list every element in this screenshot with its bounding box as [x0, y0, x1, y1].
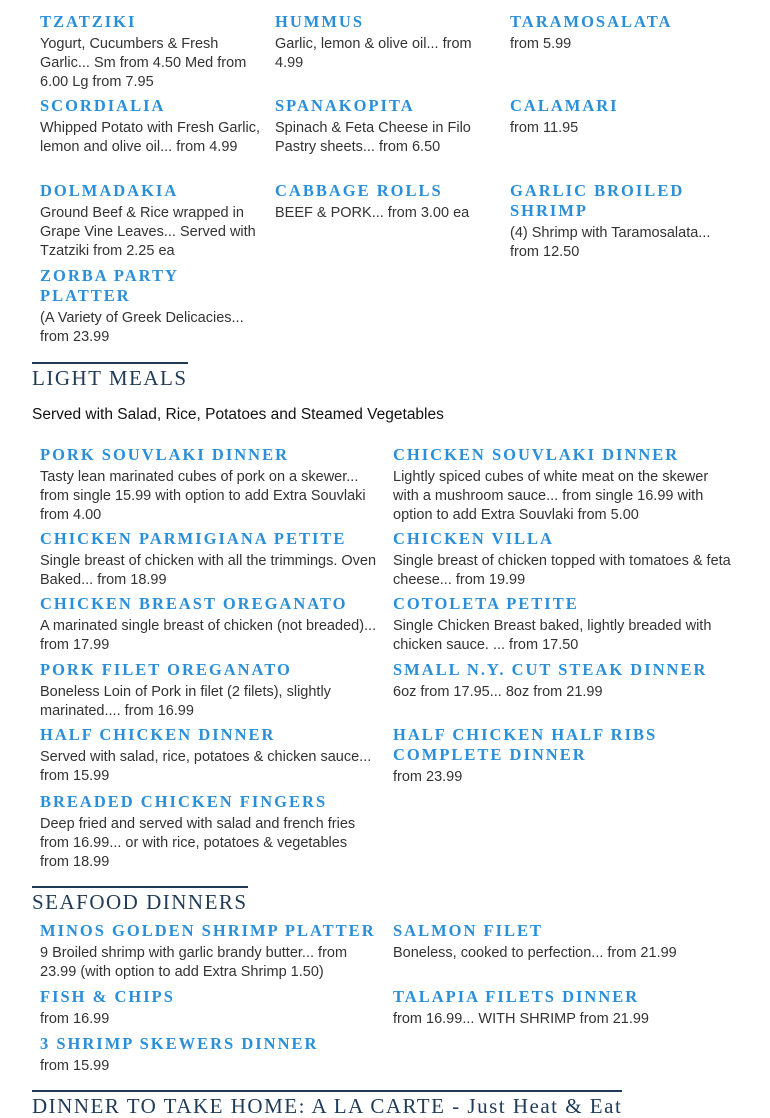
item-name: CHICKEN PARMIGIANA PETITE — [40, 529, 347, 548]
item-desc: Served with salad, rice, potatoes & chicken sauce... from 15.99 — [40, 749, 372, 784]
item-name: TARAMOSALATA — [510, 12, 673, 31]
menu-item — [510, 96, 732, 138]
item-desc: Whipped Potato with Fresh Garlic, lemon and olive oil... from 4.99 — [40, 120, 261, 155]
menu-item — [393, 529, 733, 590]
item-name: BREADED CHICKEN FINGERS — [40, 792, 328, 811]
item-name: MINOS GOLDEN SHRIMP PLATTER — [40, 921, 376, 940]
item-desc: Ground Beef & Rice wrapped in Grape Vine Leaves... Served with Tzatziki from 2.25 ea — [40, 205, 256, 259]
item-name: COTOLETA PETITE — [393, 594, 579, 613]
item-desc: Spinach & Feta Cheese in Filo Pastry sheets... from 6.50 — [275, 120, 471, 155]
menu-item — [40, 725, 380, 786]
item-desc: Boneless Loin of Pork in filet (2 filets), slightly marinated.... from 16.99 — [40, 684, 331, 719]
menu-item — [393, 725, 733, 787]
menu-item — [393, 594, 733, 655]
menu-item — [40, 594, 380, 655]
item-desc: from 5.99 — [510, 36, 572, 52]
item-desc: Single breast of chicken topped with tomatoes & feta cheese... from 19.99 — [393, 553, 731, 588]
item-desc: BEEF & PORK... from 3.00 ea — [275, 205, 470, 221]
item-desc: from 23.99 — [393, 769, 463, 785]
menu-item — [275, 12, 497, 73]
menu-item — [40, 181, 262, 260]
menu-item — [393, 987, 733, 1029]
item-name: GARLIC BROILED SHRIMP — [510, 181, 685, 220]
item-desc: (4) Shrimp with Taramosalata... from 12.50 — [510, 225, 711, 260]
item-name: ZORBA PARTY PLATTER — [40, 266, 179, 305]
item-name: CHICKEN VILLA — [393, 529, 554, 548]
item-desc: 9 Broiled shrimp with garlic brandy butter... from 23.99 (with option to add Extra Shrimp 1.50) — [40, 945, 348, 980]
menu-item — [40, 921, 380, 982]
item-name: HALF CHICKEN HALF RIBS COMPLETE DINNER — [393, 725, 658, 764]
menu-item — [40, 266, 262, 347]
item-name: HUMMUS — [275, 12, 364, 31]
item-name: TALAPIA FILETS DINNER — [393, 987, 640, 1006]
item-name: CHICKEN SOUVLAKI DINNER — [393, 445, 680, 464]
item-desc: from 15.99 — [40, 1058, 110, 1074]
item-desc: from 11.95 — [510, 120, 579, 136]
item-name: SPANAKOPITA — [275, 96, 415, 115]
item-name: CHICKEN BREAST OREGANATO — [40, 594, 348, 613]
menu-item — [393, 921, 733, 963]
menu-item — [510, 181, 735, 262]
item-desc: Single breast of chicken with all the trimmings. Oven Baked... from 18.99 — [40, 553, 377, 588]
item-name: PORK FILET OREGANATO — [40, 660, 292, 679]
item-desc: Lightly spiced cubes of white meat on the skewer with a mushroom sauce... from single 16.99 with option to add Extra Souvlaki from 5.00 — [393, 469, 709, 523]
item-desc: (A Variety of Greek Delicacies... from 23.99 — [40, 310, 244, 345]
item-name: HALF CHICKEN DINNER — [40, 725, 276, 744]
menu-item — [40, 96, 262, 157]
menu-item — [275, 96, 497, 157]
section-subtitle: Served with Salad, Rice, Potatoes and Steamed Vegetables — [32, 406, 444, 423]
item-desc: Yogurt, Cucumbers & Fresh Garlic... Sm from 4.50 Med from 6.00 Lg from 7.95 — [40, 36, 247, 90]
menu-item — [40, 792, 380, 871]
item-desc: Boneless, cooked to perfection... from 21.99 — [393, 945, 677, 961]
menu-item — [40, 660, 380, 721]
item-name: CABBAGE ROLLS — [275, 181, 443, 200]
item-name: SMALL N.Y. CUT STEAK DINNER — [393, 660, 708, 679]
item-desc: Tasty lean marinated cubes of pork on a skewer... from single 15.99 with option to add Extra Souvlaki from 4.00 — [40, 469, 366, 523]
menu-item — [393, 445, 733, 524]
menu-item — [275, 181, 497, 223]
item-name: FISH & CHIPS — [40, 987, 175, 1006]
item-name: PORK SOUVLAKI DINNER — [40, 445, 290, 464]
item-desc: A marinated single breast of chicken (not breaded)... from 17.99 — [40, 618, 377, 653]
menu-item — [40, 12, 262, 91]
menu-item — [40, 445, 380, 524]
menu-item — [510, 12, 732, 54]
item-desc: from 16.99 — [40, 1011, 110, 1027]
item-desc: Deep fried and served with salad and french fries from 16.99... or with rice, potatoes & vegetables from 18.99 — [40, 816, 356, 870]
item-desc: from 16.99... WITH SHRIMP from 21.99 — [393, 1011, 649, 1027]
section-title-light-meals: LIGHT MEALS — [32, 362, 188, 390]
item-name: 3 SHRIMP SKEWERS DINNER — [40, 1034, 319, 1053]
item-name: SCORDIALIA — [40, 96, 166, 115]
item-name: TZATZIKI — [40, 12, 137, 31]
item-name: DOLMADAKIA — [40, 181, 179, 200]
section-title-take-home: DINNER TO TAKE HOME: A LA CARTE - Just Heat & Eat — [32, 1090, 622, 1118]
menu-item — [40, 1034, 380, 1076]
item-name: SALMON FILET — [393, 921, 544, 940]
menu-item — [40, 987, 380, 1029]
section-title-seafood: SEAFOOD DINNERS — [32, 886, 248, 914]
item-name: CALAMARI — [510, 96, 619, 115]
item-desc: Single Chicken Breast baked, lightly breaded with chicken sauce. ... from 17.50 — [393, 618, 712, 653]
item-desc: 6oz from 17.95... 8oz from 21.99 — [393, 684, 603, 700]
item-desc: Garlic, lemon & olive oil... from 4.99 — [275, 36, 472, 71]
menu-item — [393, 660, 733, 702]
menu-item — [40, 529, 380, 590]
